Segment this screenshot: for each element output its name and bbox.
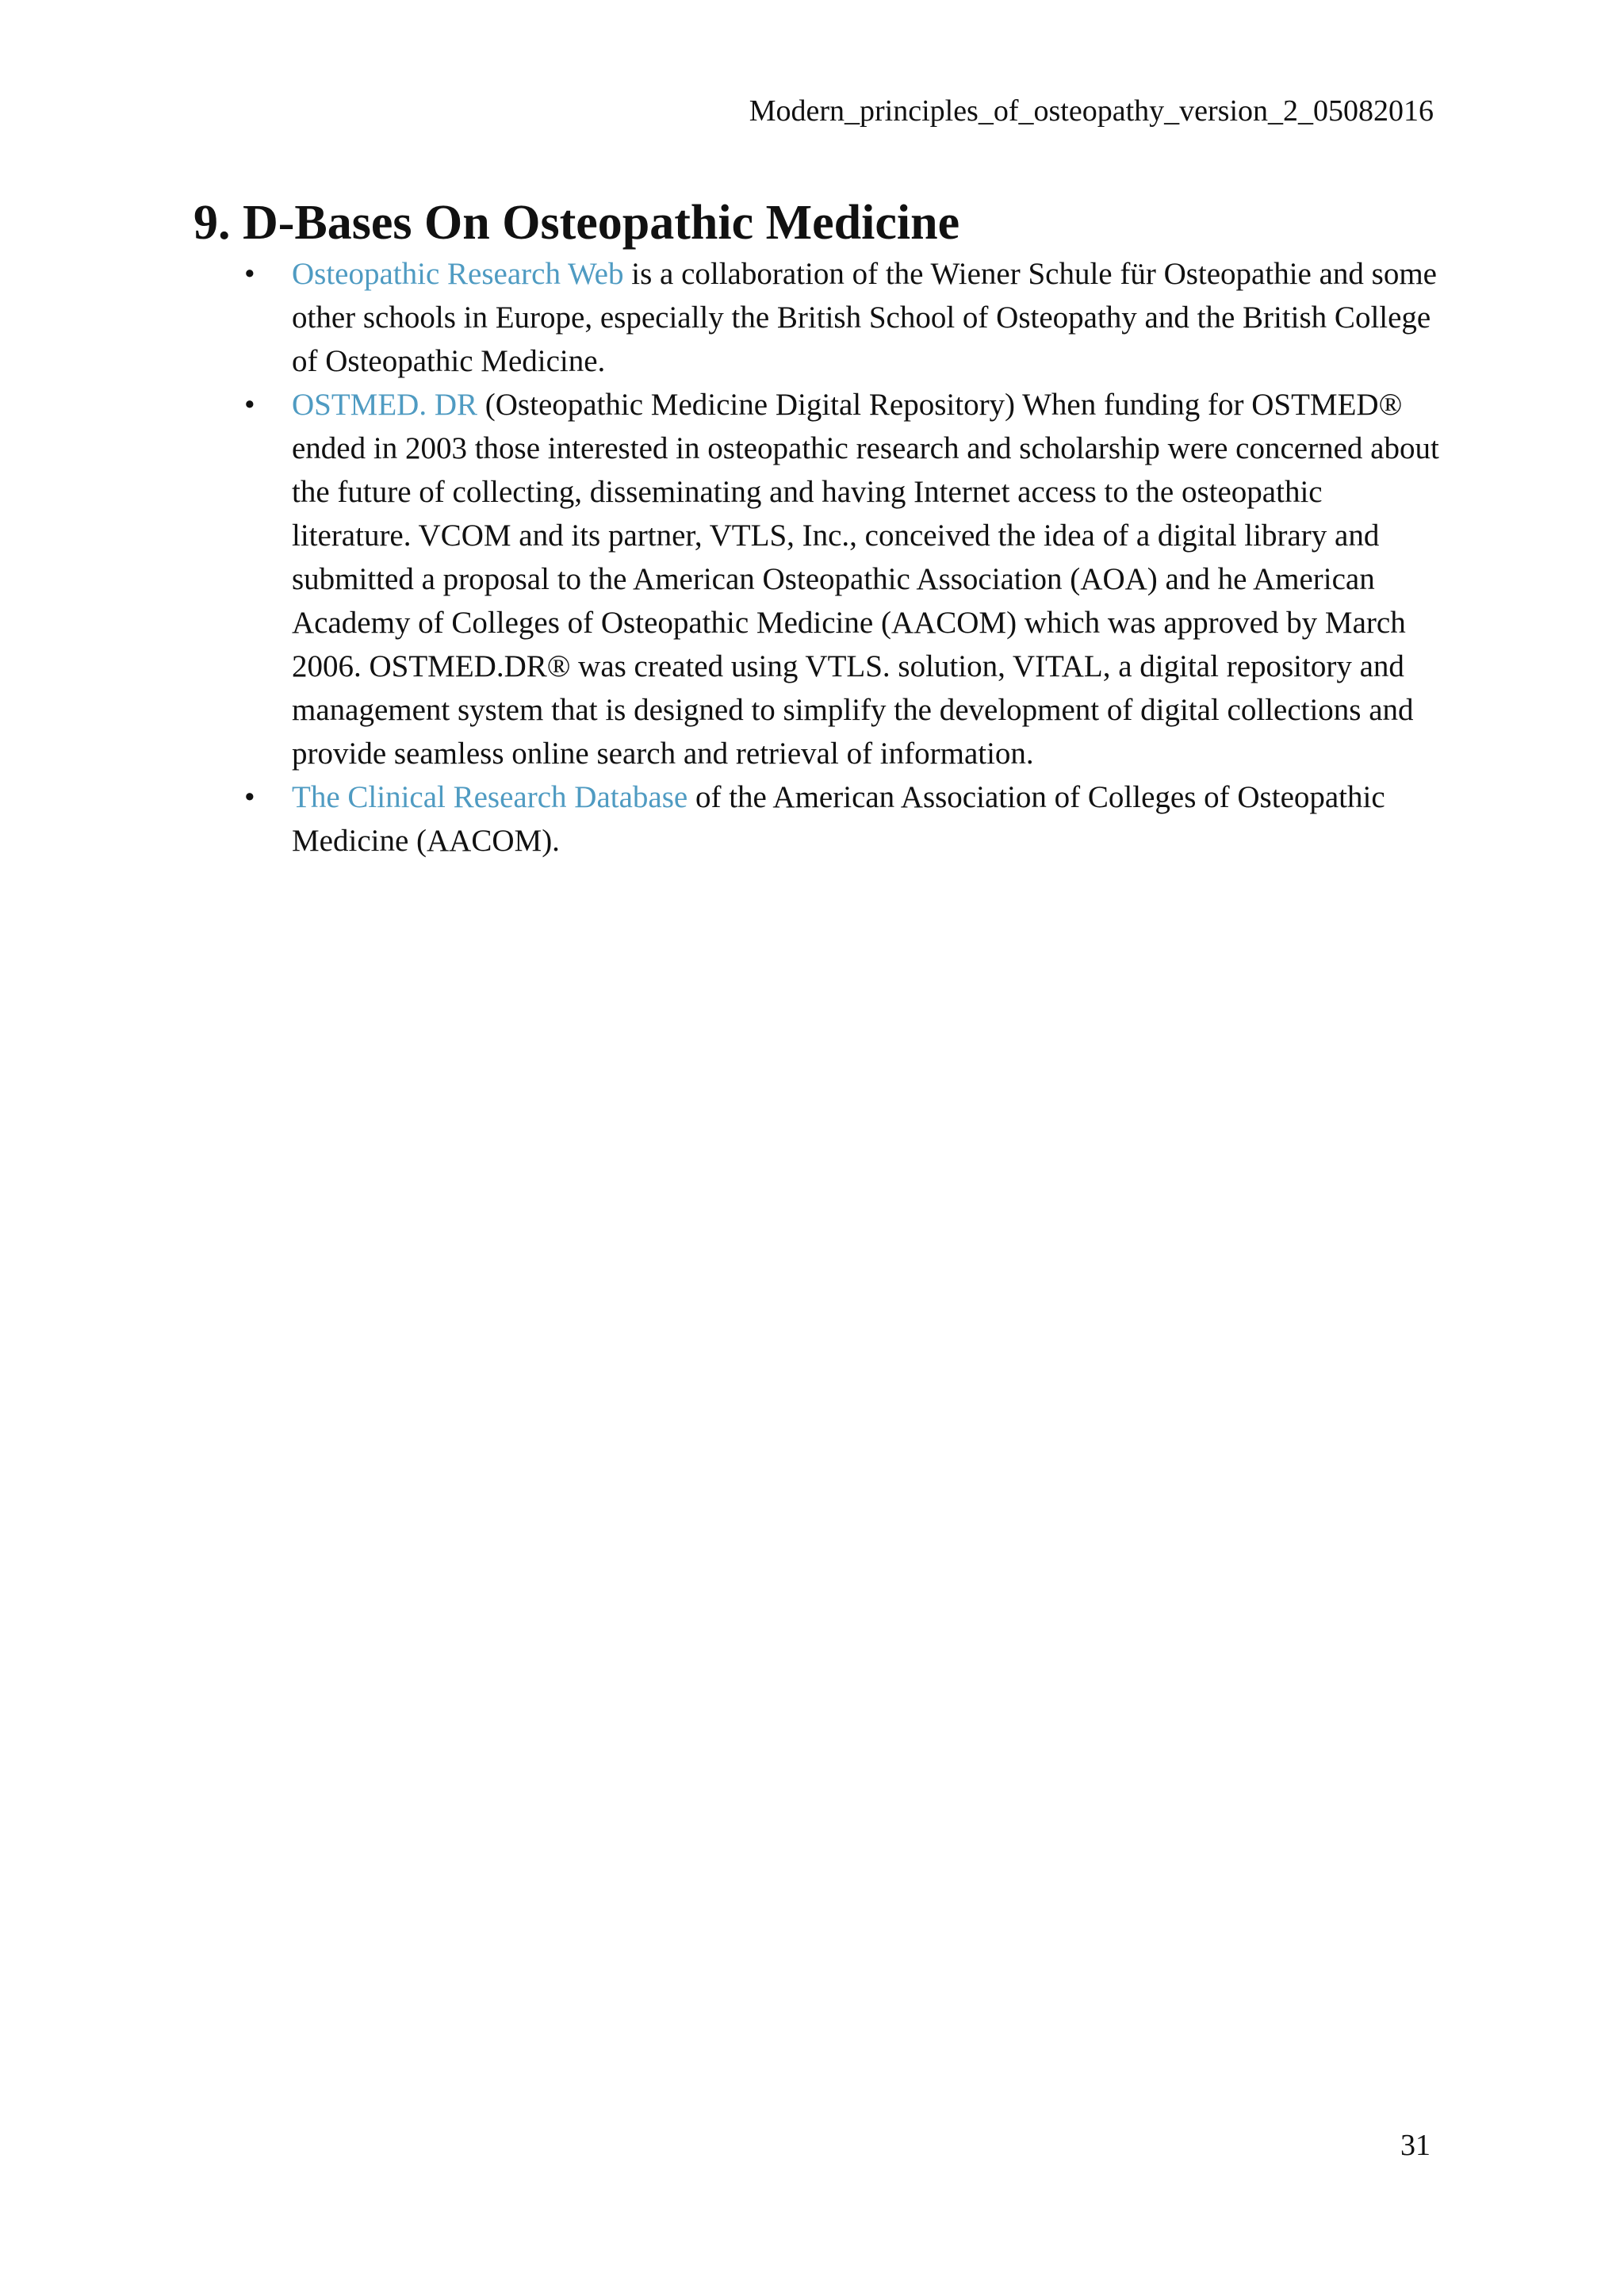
section-heading: 9. D-Bases On Osteopathic Medicine [193, 196, 960, 250]
link-clinical-research-database[interactable]: The Clinical Research Database [292, 780, 688, 814]
link-osteopathic-research-web[interactable]: Osteopathic Research Web [292, 257, 624, 291]
list-item [0, 383, 1442, 775]
item-description: (Osteopathic Medicine Digital Repository) When funding for OSTMED® ended in 2003 those interested in osteopathic research and scholarship were concerned about the future of collecting, disseminating and having Internet access to the osteopathic literature. VCOM and its partner, VTLS, Inc., conceived the idea of a digital library and submitted a proposal to the American Osteopathic Association (AOA) and he American Academy of Colleges of Osteopathic Medicine (AACOM) which was approved by March 2006. OSTMED.DR® was created using VTLS. solution, VITAL, a digital repository and management system that is designed to simplify the development of digital collections and provide seamless online search and retrieval of information. [292, 388, 1439, 771]
bullet-icon: • [244, 388, 255, 422]
page-number: 31 [1400, 2129, 1431, 2162]
bullet-icon: • [244, 780, 255, 814]
item-description: is a collaboration of the Wiener Schule für Osteopathie and some other schools in Europe, especially the British School of Osteopathy and the British College of Osteopathic Medicine. [292, 257, 1437, 378]
link-ostmed-dr[interactable]: OSTMED. DR [292, 388, 478, 422]
database-list [0, 252, 1442, 863]
running-header: Modern_principles_of_osteopathy_version_2_05082016 [749, 94, 1434, 128]
list-item [0, 775, 1442, 863]
list-item [0, 252, 1442, 383]
item-description: of the American Association of Colleges of Osteopathic Medicine (AACOM). [292, 780, 1385, 858]
bullet-icon: • [244, 257, 255, 291]
